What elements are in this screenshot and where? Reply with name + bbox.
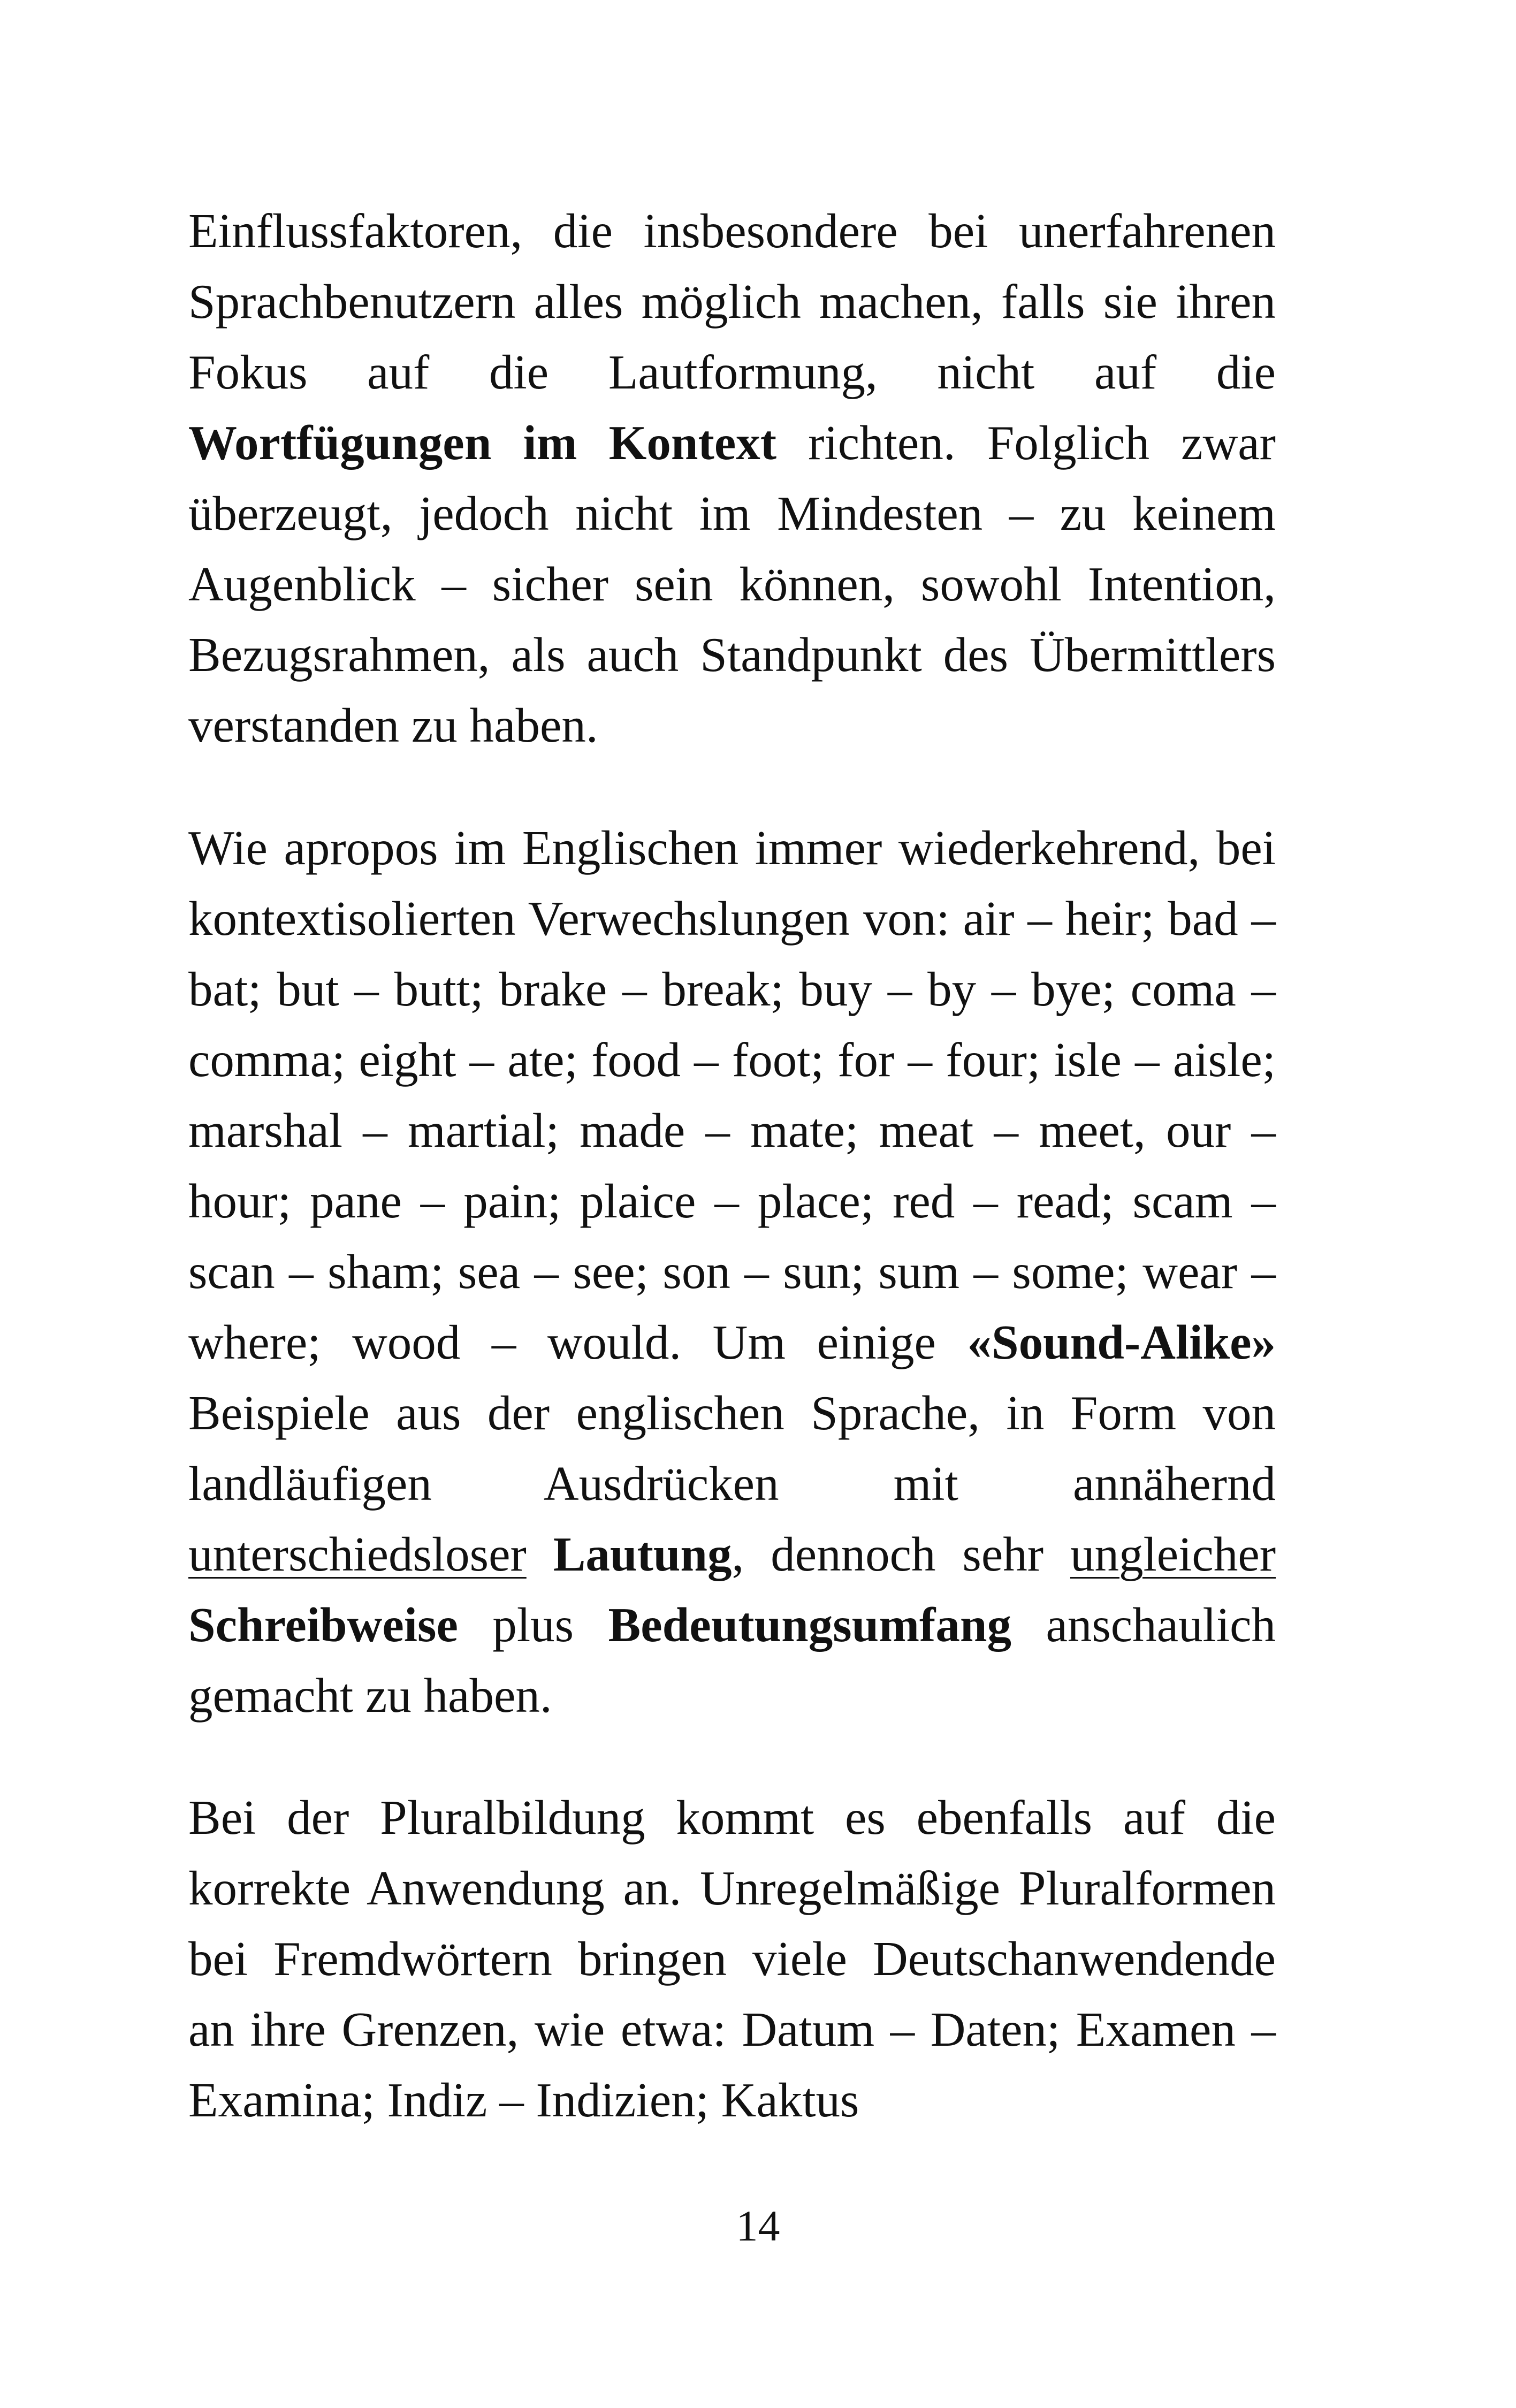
bold-term-bedeutungsumfang: Bedeutungsumfang	[608, 1598, 1011, 1652]
paragraph-2-text-6: plus	[458, 1598, 608, 1652]
paragraph-2-text-4: , dennoch sehr	[732, 1527, 1070, 1581]
underlined-term-1: unterschiedsloser	[188, 1527, 527, 1581]
paragraph-3-text-1: Bei der Pluralbildung kommt es ebenfalls auf die korrekte Anwendung an. Unregelmäßige Pluralformen bei Fremdwörtern bringen viele Deutschanwendende an ihre Grenzen, wie etwa: Datum – Daten; Examen – Examina; Indiz – Indizien; Kaktus	[188, 1790, 1276, 2127]
page-number: 14	[736, 2201, 780, 2250]
paragraph-2-text-1: Wie apropos im Englischen immer wiederkehrend, bei kontextisolierten Verwechslungen von: air – heir; bad – bat; but – butt; brake – break; buy – by – bye; coma – comma; eight – ate; food – foot; for – four; isle – aisle; marshal – martial; made – mate; meat – meet, our – hour; pane – pain; plaice – place; red – read; scam – scan – sham; sea – see; son – sun; sum – some; wear – where; wood – would. Um einige	[188, 821, 1276, 1369]
paragraph-2-text-7: anschaulich gemacht zu haben.	[188, 1598, 1276, 1723]
paragraph-3	[188, 1782, 1276, 2136]
bold-term-schreibweise: Schreibweise	[188, 1598, 458, 1652]
paragraph-2	[188, 813, 1276, 1731]
paragraph-2-text-3	[527, 1527, 553, 1581]
underlined-term-2: ungleicher	[1070, 1527, 1276, 1581]
paragraph-2-text-2: Beispiele aus der englischen Sprache, in Form von landläufigen Ausdrücken mit annähernd	[188, 1386, 1276, 1511]
bold-term-lautung: Lautung	[553, 1527, 732, 1581]
paragraph-1-text-2: richten. Folglich zwar überzeugt, jedoch nicht im Mindesten – zu keinem Augenblick – sicher sein können, sowohl Intention, Bezugsrahmen, als auch Standpunkt des Übermittlers verstanden zu haben.	[188, 416, 1276, 752]
paragraph-1-bold-phrase: Wortfügungen im Kontext	[188, 416, 777, 470]
sound-alike-term: «Sound-Alike»	[967, 1315, 1276, 1369]
paragraph-1-text-1: Einflussfaktoren, die insbesondere bei unerfahrenen Sprachbenutzern alles möglich machen, falls sie ihren Fokus auf die Lautformung, nicht auf die	[188, 204, 1276, 399]
paragraph-1	[188, 196, 1276, 761]
